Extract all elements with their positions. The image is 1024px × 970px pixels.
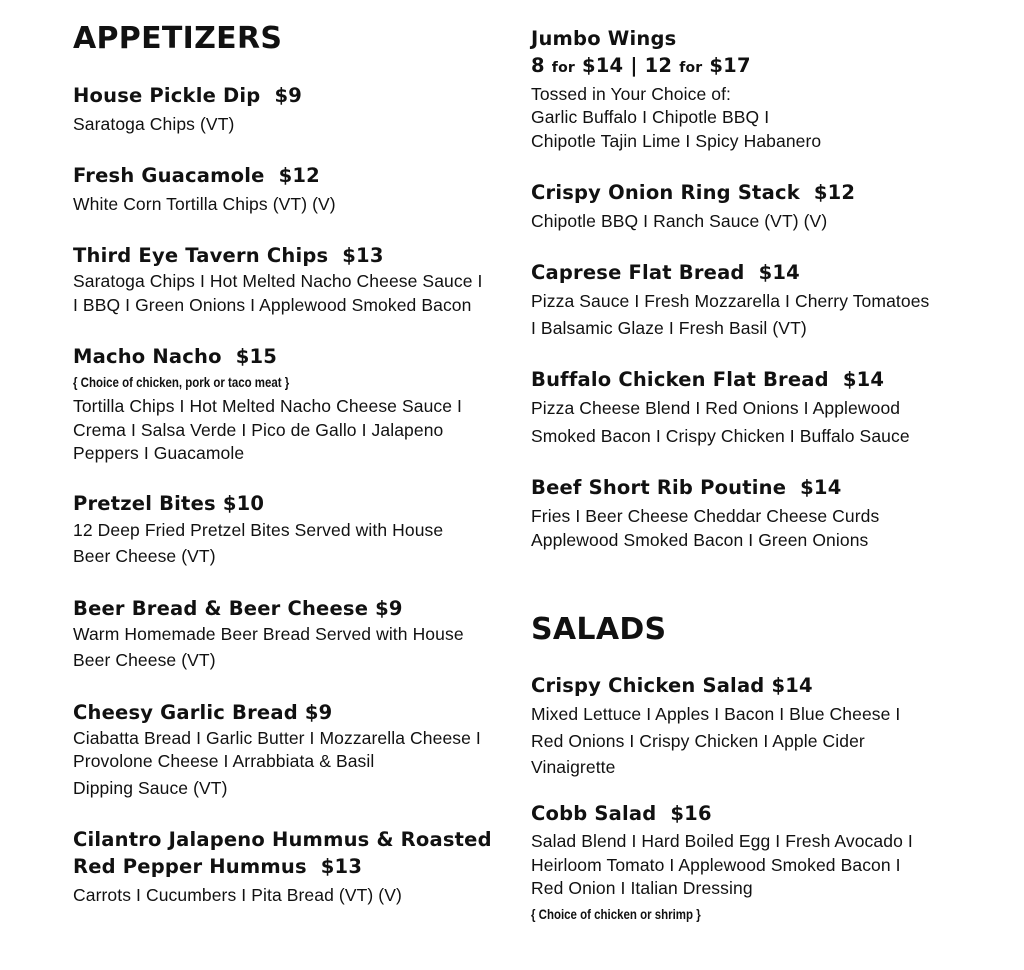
item-name: Jumbo Wings xyxy=(531,27,677,50)
menu-item-title xyxy=(73,598,403,620)
item-description: Red Onion I Italian Dressing xyxy=(531,878,753,898)
item-description: Warm Homemade Beer Bread Served with House xyxy=(73,624,464,644)
item-description: Mixed Lettuce I Apples I Bacon I Blue Cheese I xyxy=(531,704,901,724)
menu-item-title xyxy=(531,477,841,499)
separator: | xyxy=(630,54,638,77)
item-name: Crispy Onion Ring Stack xyxy=(531,181,800,204)
item-price: $14 xyxy=(842,368,885,391)
item-description: Tossed in Your Choice of: xyxy=(531,84,731,104)
salads-heading: SALADS xyxy=(531,612,667,647)
item-price: $9 xyxy=(375,597,403,620)
item-name: Caprese Flat Bread xyxy=(531,261,745,284)
menu-item-title xyxy=(531,369,884,391)
item-description: Fries I Beer Cheese Cheddar Cheese Curds xyxy=(531,506,880,526)
menu-item-title xyxy=(73,493,264,515)
appetizers-heading: APPETIZERS xyxy=(73,21,283,56)
item-description: Pizza Cheese Blend I Red Onions I Applewood xyxy=(531,398,901,418)
item-description: Salad Blend I Hard Boiled Egg I Fresh Avocado I xyxy=(531,831,913,851)
menu-item-title xyxy=(73,346,277,368)
item-description: Garlic Buffalo I Chipotle BBQ I xyxy=(531,107,770,127)
item-description: Chipotle BBQ I Ranch Sauce (VT) (V) xyxy=(531,211,828,231)
item-description: Tortilla Chips I Hot Melted Nacho Cheese Sauce I xyxy=(73,396,463,416)
item-description: I Balsamic Glaze I Fresh Basil (VT) xyxy=(531,318,807,338)
item-price: $14 xyxy=(800,476,842,499)
item-description: Applewood Smoked Bacon I Green Onions xyxy=(531,530,869,550)
menu-item-title xyxy=(531,182,855,204)
item-description: Heirloom Tomato I Applewood Smoked Bacon I xyxy=(531,855,901,875)
menu-item-title: Cilantro Jalapeno Hummus & Roasted xyxy=(73,828,492,851)
item-price: $10 xyxy=(222,492,265,515)
menu-item-title xyxy=(531,675,813,697)
item-name: Third Eye Tavern Chips xyxy=(73,244,329,267)
item-price: $15 xyxy=(235,345,278,368)
item-description: Pizza Sauce I Fresh Mozzarella I Cherry Tomatoes xyxy=(531,291,930,311)
item-name: Pretzel Bites xyxy=(73,492,216,515)
menu-item-title xyxy=(531,803,712,825)
item-description: Dipping Sauce (VT) xyxy=(73,778,228,798)
wings-qty-12: 12 xyxy=(644,54,673,77)
item-price: $9 xyxy=(274,84,302,107)
item-description: Crema I Salsa Verde I Pico de Gallo I Jalapeno xyxy=(73,420,444,440)
item-name: Beer Bread & Beer Cheese xyxy=(73,597,369,620)
wings-price-14: $14 xyxy=(582,54,624,77)
item-description: I BBQ I Green Onions I Applewood Smoked Bacon xyxy=(73,295,472,315)
item-price: $9 xyxy=(304,701,333,724)
item-description: Red Onions I Crispy Chicken I Apple Cider xyxy=(531,731,865,751)
menu-item-title xyxy=(73,702,332,724)
item-name: Fresh Guacamole xyxy=(73,164,265,187)
item-price: $12 xyxy=(278,164,320,187)
menu-item-title xyxy=(73,245,384,267)
item-name: Buffalo Chicken Flat Bread xyxy=(531,368,829,391)
item-description: Vinaigrette xyxy=(531,757,616,777)
item-price: $14 xyxy=(771,674,813,697)
wings-price-17: $17 xyxy=(709,54,751,77)
item-description: Saratoga Chips (VT) xyxy=(73,114,235,134)
item-price: $16 xyxy=(670,802,712,825)
menu-item-title xyxy=(531,262,800,284)
menu-item-title xyxy=(73,856,362,878)
item-description: Saratoga Chips I Hot Melted Nacho Cheese Sauce I xyxy=(73,271,483,291)
item-description: Beer Cheese (VT) xyxy=(73,650,216,670)
for-label: for xyxy=(679,60,703,76)
item-price: $13 xyxy=(320,855,363,878)
menu-item-title xyxy=(73,165,320,187)
item-name: Crispy Chicken Salad xyxy=(531,674,765,697)
item-description: White Corn Tortilla Chips (VT) (V) xyxy=(73,194,336,214)
item-note: { Choice of chicken or shrimp } xyxy=(531,906,701,922)
item-description: Peppers I Guacamole xyxy=(73,443,245,463)
wings-price-line xyxy=(531,55,751,79)
item-price: $14 xyxy=(758,261,800,284)
item-name: Beef Short Rib Poutine xyxy=(531,476,787,499)
wings-qty-8: 8 xyxy=(531,54,545,77)
item-description: Carrots I Cucumbers I Pita Bread (VT) (V) xyxy=(73,885,402,905)
item-name: Macho Nacho xyxy=(73,345,222,368)
item-name: Red Pepper Hummus xyxy=(73,855,307,878)
item-description: 12 Deep Fried Pretzel Bites Served with House xyxy=(73,520,444,540)
menu-item-title xyxy=(73,85,302,107)
item-description: Beer Cheese (VT) xyxy=(73,546,216,566)
item-name: Cobb Salad xyxy=(531,802,657,825)
item-name: House Pickle Dip xyxy=(73,84,261,107)
item-description: Chipotle Tajin Lime I Spicy Habanero xyxy=(531,131,822,151)
item-description: Provolone Cheese I Arrabbiata & Basil xyxy=(73,751,375,771)
item-name: Cheesy Garlic Bread xyxy=(73,701,298,724)
item-description: Smoked Bacon I Crispy Chicken I Buffalo Sauce xyxy=(531,426,910,446)
for-label: for xyxy=(551,60,575,76)
item-price: $12 xyxy=(813,181,856,204)
item-price: $13 xyxy=(342,244,384,267)
item-description: Ciabatta Bread I Garlic Butter I Mozzarella Cheese I xyxy=(73,728,481,748)
item-note: { Choice of chicken, pork or taco meat } xyxy=(73,374,290,390)
